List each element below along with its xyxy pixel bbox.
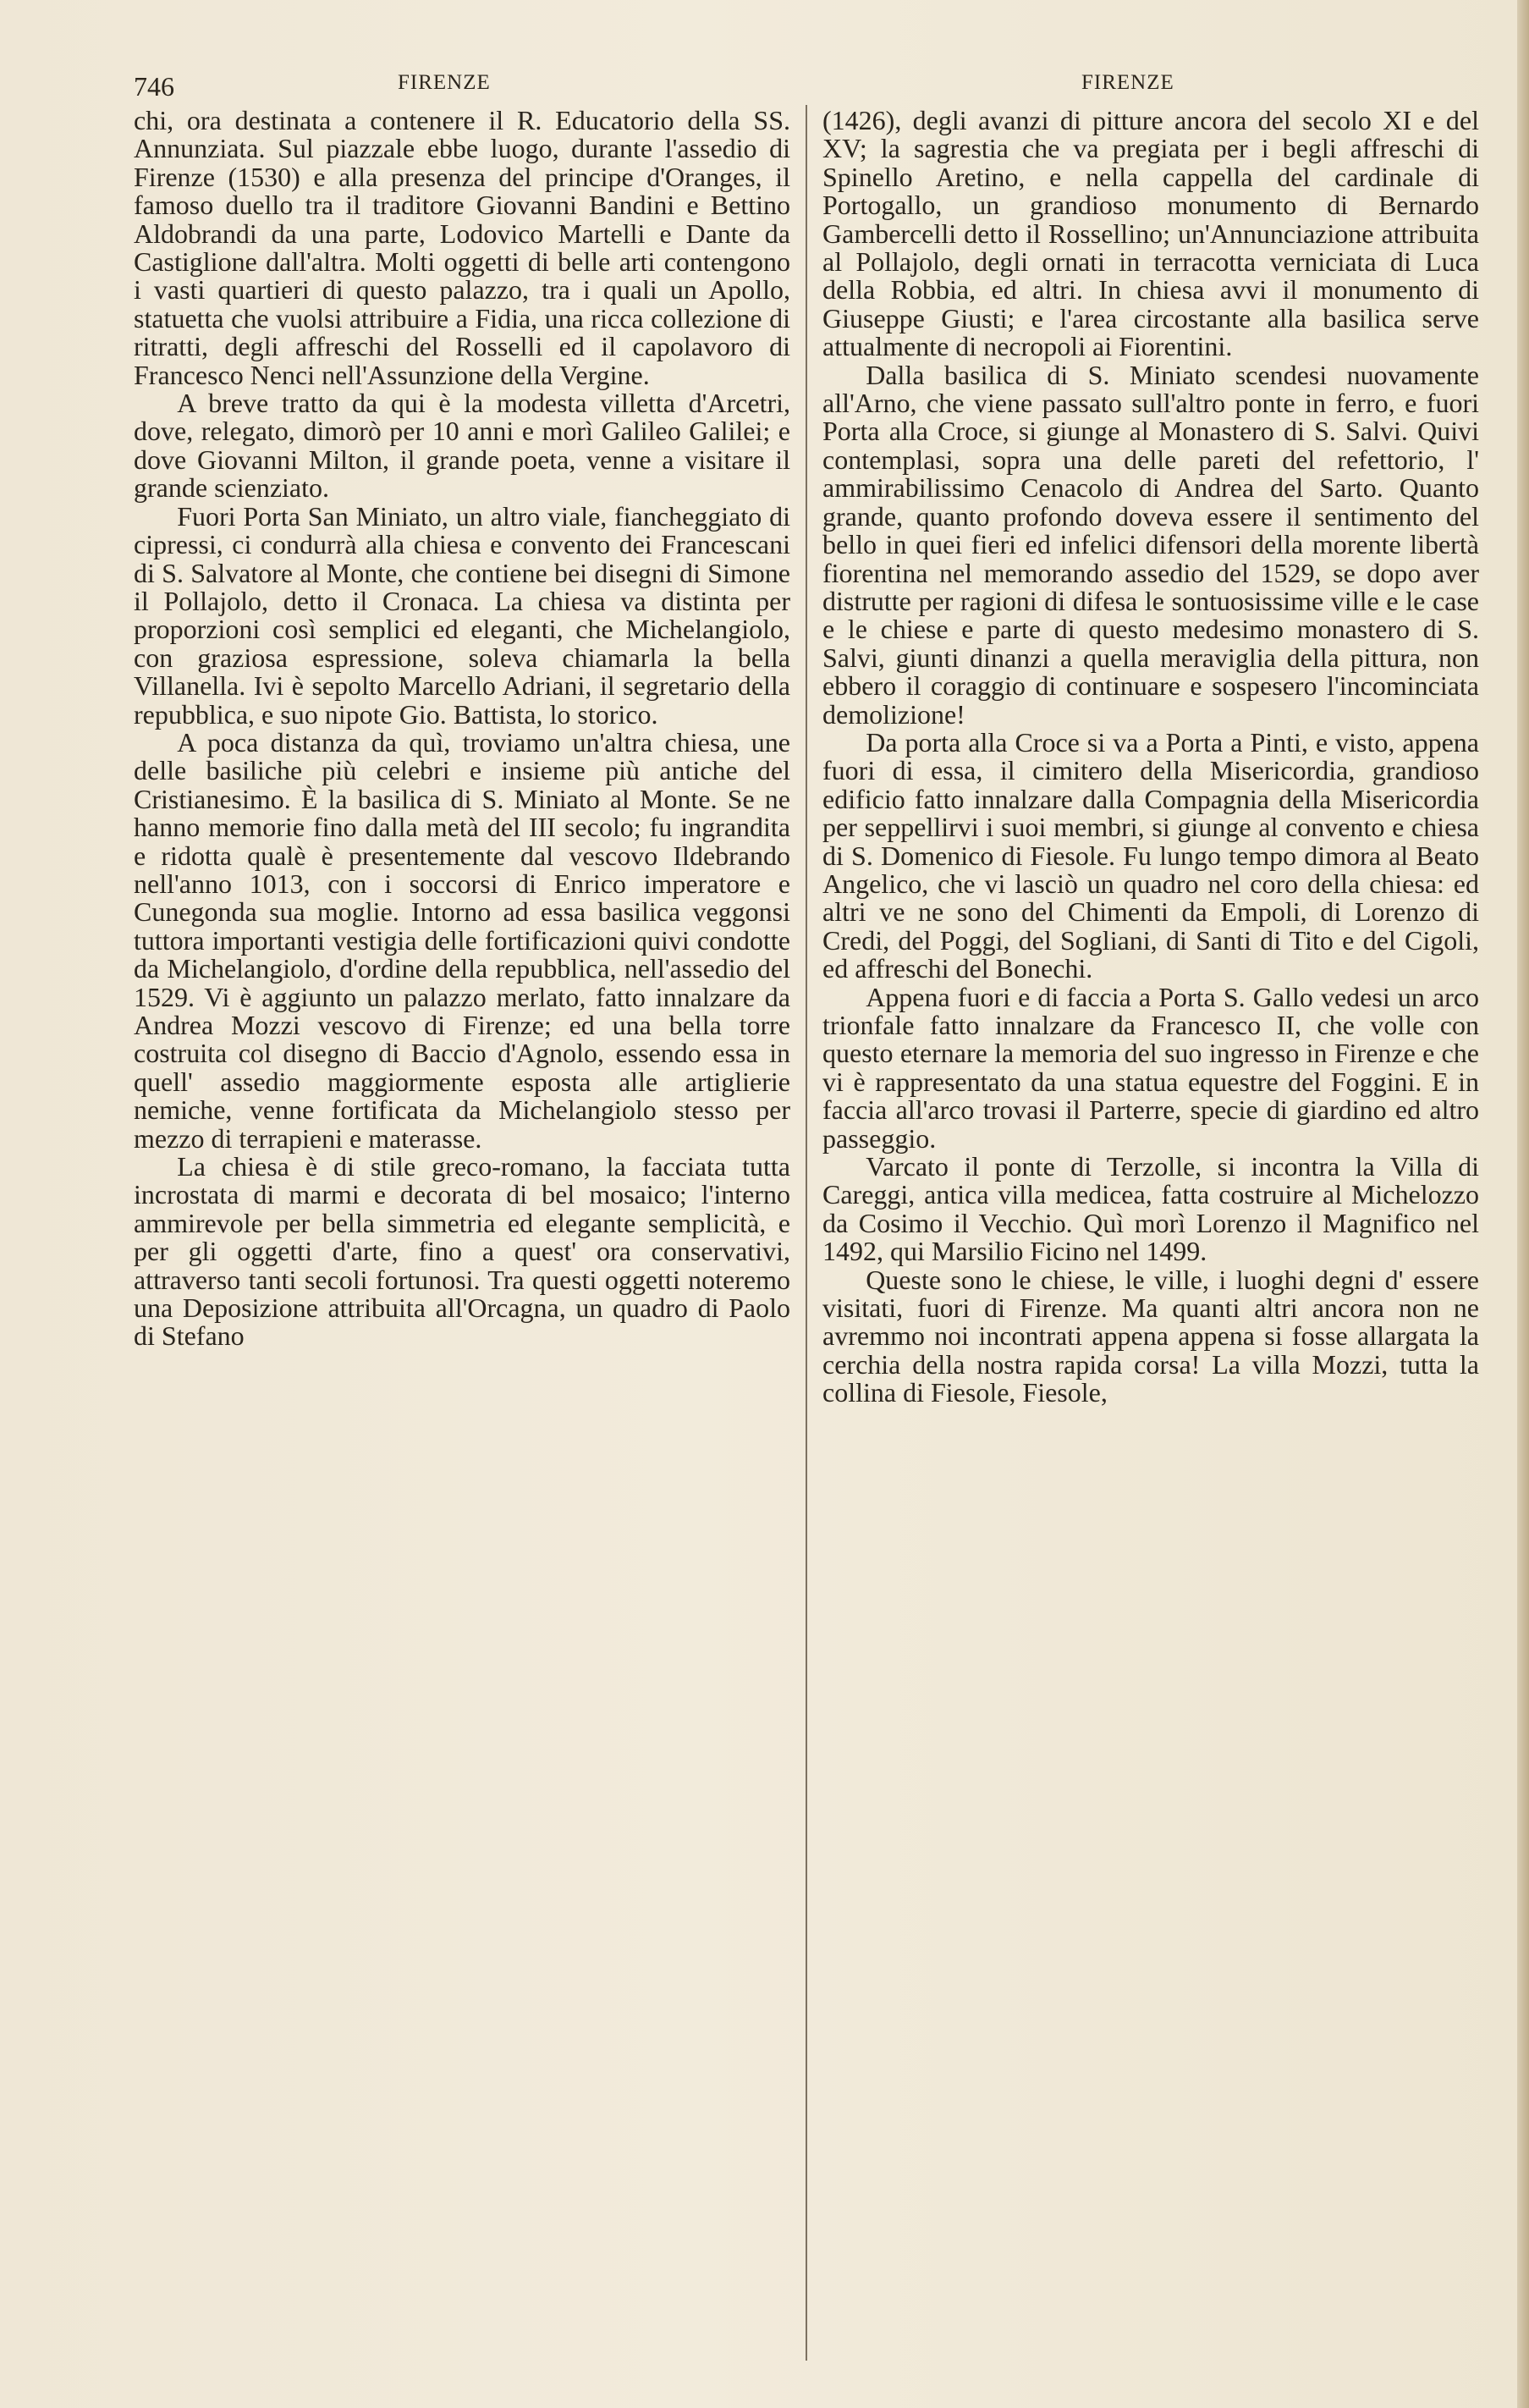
running-head-left: FIRENZE	[398, 71, 491, 94]
running-head-right: FIRENZE	[1081, 71, 1174, 94]
page-edge	[1517, 0, 1529, 2408]
left-column	[134, 107, 790, 1351]
right-column	[822, 107, 1479, 1408]
paragraph: Varcato il ponte di Terzolle, si incontra la Villa di Careggi, antica villa medicea, fatta costruire al Michelozzo da Cosimo il Vecchio. Quì morì Lorenzo il Magnifico nel 1492, qui Marsilio Ficino nel 1499.	[822, 1151, 1479, 1267]
paragraph: chi, ora destinata a contenere il R. Educatorio della SS. Annunziata. Sul piazzale ebbe luogo, durante l'assedio di Firenze (1530) e alla presenza del principe d'Oranges, il famoso duello tra il traditore Giovanni Bandini e Bettino Aldobrandi da una parte, Lodovico Martelli e Dante da Castiglione dall'altra. Molti oggetti di belle arti contengono i vasti quartieri di questo palazzo, tra i quali un Apollo, statuetta che vuolsi attribuire a Fidia, una ricca collezione di ritratti, degli affreschi del Rosselli ed il capolavoro di Francesco Nenci nell'Assunzione della Vergine.	[134, 105, 790, 390]
page-number: 746	[134, 71, 174, 102]
paragraph: A breve tratto da qui è la modesta villetta d'Arcetri, dove, relegato, dimorò per 10 anni e morì Galileo Galilei; e dove Giovanni Milton, il grande poeta, venne a visitare il grande scienziato.	[134, 388, 790, 504]
paragraph: Da porta alla Croce si va a Porta a Pinti, e visto, appena fuori di essa, il cimitero della Misericordia, grandioso edificio fatto innalzare dalla Compagnia della Misericordia per seppellirvi i suoi membri, si giunge al convento e chiesa di S. Domenico di Fiesole. Fu lungo tempo dimora al Beato Angelico, che vi lasciò un quadro nel coro della chiesa: ed altri ve ne sono del Chimenti da Empoli, di Lorenzo di Credi, del Poggi, del Sogliani, di Santi di Tito e del Cigoli, ed affreschi del Bonechi.	[822, 726, 1479, 984]
paragraph: (1426), degli avanzi di pitture ancora del secolo XI e del XV; la sagrestia che va pregiata per i begli affreschi di Spinello Aretino, e nella cappella del cardinale di Portogallo, un grandioso monumento di Bernardo Gambercelli detto il Rossellino; un'Annunciazione attribuita al Pollajolo, degli ornati in terracotta verniciata di Luca della Robbia, ed altri. In chiesa avvi il monumento di Giuseppe Giusti; e l'area circostante alla basilica serve attualmente di necropoli ai Fiorentini.	[822, 105, 1479, 362]
paragraph: La chiesa è di stile greco-romano, la facciata tutta incrostata di marmi e decorata di bel mosaico; l'interno ammirevole per bella simmetria ed elegante semplicità, e per gli oggetti d'arte, fino a quest' ora conservativi, attraverso tanti secoli fortunosi. Tra questi oggetti noteremo una Deposizione attribuita all'Orcagna, un quadro di Paolo di Stefano	[134, 1151, 790, 1352]
paragraph: A poca distanza da quì, troviamo un'altra chiesa, une delle basiliche più celebri e insieme più antiche del Cristianesimo. È la basilica di S. Miniato al Monte. Se ne hanno memorie fino dalla metà del III secolo; fu ingrandita e ridotta qualè è presentemente dal vescovo Ildebrando nell'anno 1013, con i soccorsi di Enrico imperatore e Cunegonda sua moglie. Intorno ad essa basilica veggonsi tuttora importanti vestigia delle fortificazioni quivi condotte da Michelangiolo, d'ordine della repubblica, nell'assedio del 1529. Vi è aggiunto un palazzo merlato, fatto innalzare da Andrea Mozzi vescovo di Firenze; ed una bella torre costruita col disegno di Baccio d'Agnolo, essendo essa in quell' assedio maggiormente esposta alle artiglierie nemiche, venne fortificata da Michelangiolo stesso per mezzo di terrapieni e materasse.	[134, 726, 790, 1154]
paragraph: Fuori Porta San Miniato, un altro viale, fiancheggiato di cipressi, ci condurrà alla chiesa e convento dei Francescani di S. Salvatore al Monte, che contiene bei disegni di Simone il Pollajolo, detto il Cronaca. La chiesa va distinta per proporzioni così semplici ed eleganti, che Michelangiolo, con graziosa espressione, soleva chiamarla la bella Villanella. Ivi è sepolto Marcello Adriani, il segretario della repubblica, e suo nipote Gio. Battista, lo storico.	[134, 500, 790, 730]
paragraph: Appena fuori e di faccia a Porta S. Gallo vedesi un arco trionfale fatto innalzare da Francesco II, che volle con questo eternare la memoria del suo ingresso in Firenze e che vi è rappresentato da una statua equestre del Foggini. E in faccia all'arco trovasi il Parterre, specie di giardino ed altro passeggio.	[822, 981, 1479, 1154]
column-divider	[806, 105, 807, 2361]
paragraph: Dalla basilica di S. Miniato scendesi nuovamente all'Arno, che viene passato sull'altro ponte in ferro, e fuori Porta alla Croce, si giunge al Monastero di S. Salvi. Quivi contemplasi, sopra una delle pareti del refettorio, l' ammirabilissimo Cenacolo di Andrea del Sarto. Quanto grande, quanto profondo doveva essere il sentimento del bello in quei fieri ed infelici difensori della morente libertà fiorentina nel memorando assedio del 1529, se dopo aver distrutte per ragioni di difesa le sontuosissime ville e le case e le chiese e parte di questo medesimo monastero di S. Salvi, giunti dinanzi a quella meraviglia della pittura, non ebbero il coraggio di continuare e sospesero l'incominciata demolizione!	[822, 359, 1479, 730]
paragraph: Queste sono le chiese, le ville, i luoghi degni d' essere visitati, fuori di Firenze. Ma quanti altri ancora non ne avremmo noi incontrati appena appena si fosse allargata la cerchia della nostra rapida corsa! La villa Mozzi, tutta la collina di Fiesole, Fiesole,	[822, 1264, 1479, 1408]
